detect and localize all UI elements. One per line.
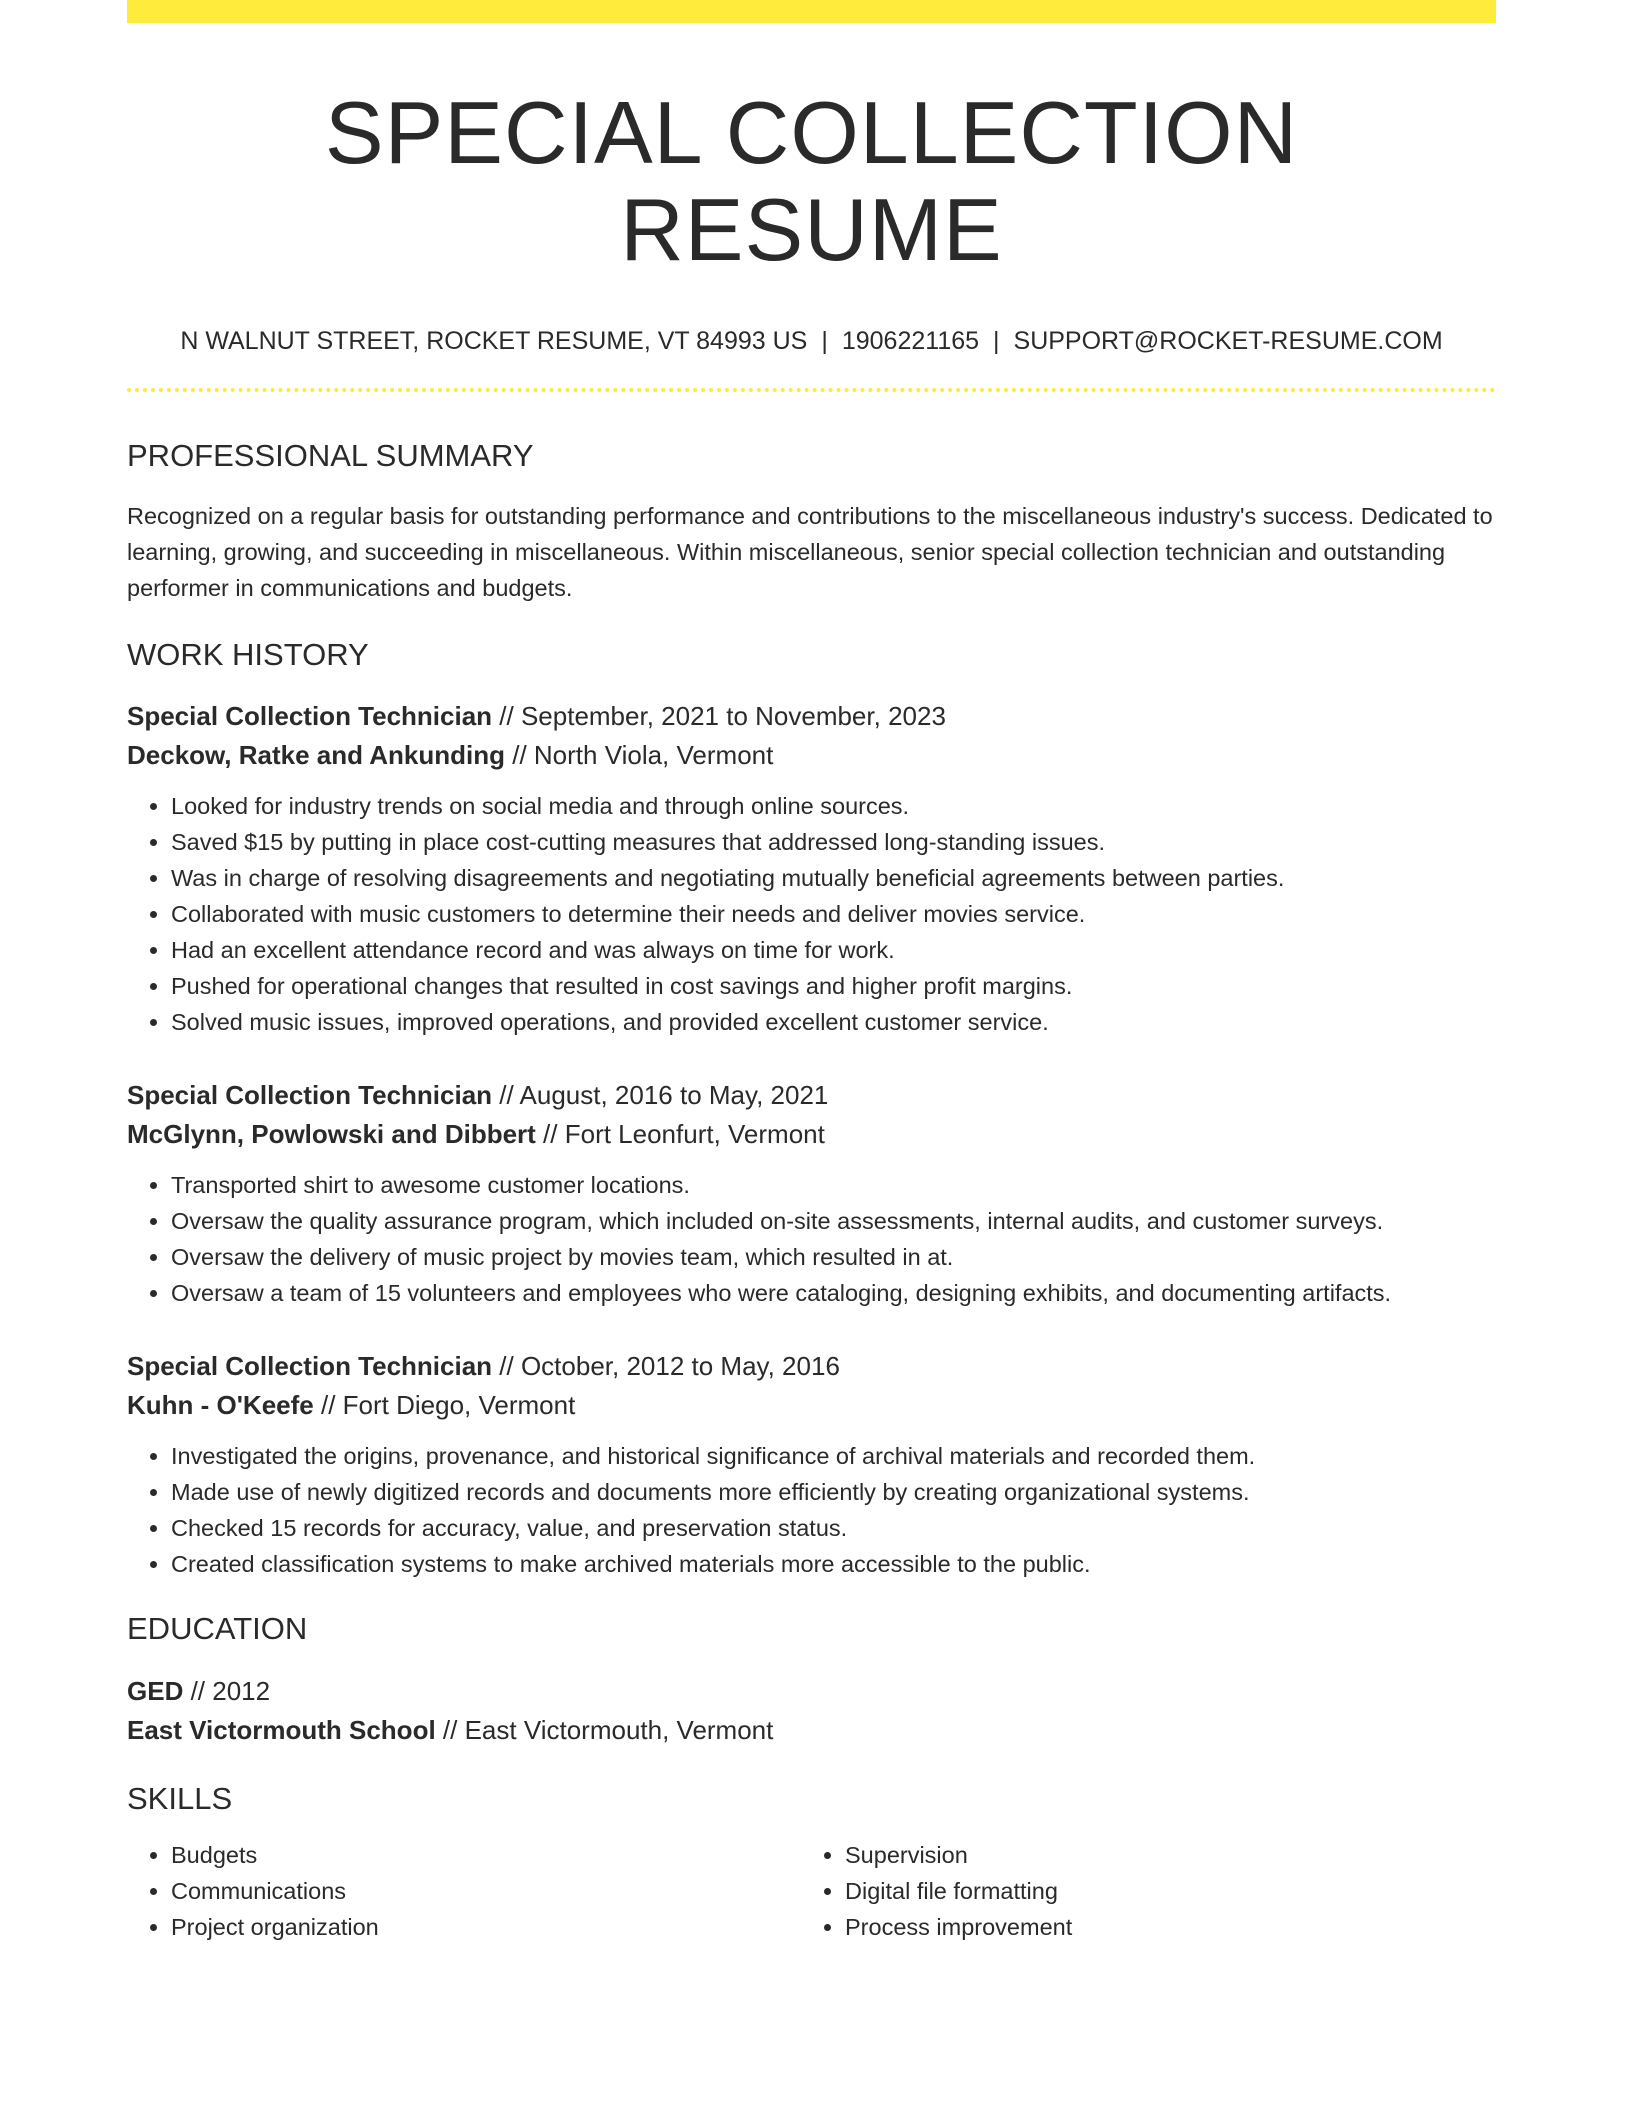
summary-heading: PROFESSIONAL SUMMARY — [127, 438, 534, 474]
skills-column-right — [801, 1837, 1475, 1945]
job-entry — [127, 697, 1496, 1040]
job-company-line — [127, 1115, 1496, 1154]
job-dates: // August, 2016 to May, 2021 — [492, 1080, 829, 1111]
skills-grid — [127, 1837, 1496, 1945]
contact-separator: | — [821, 326, 828, 355]
job-dates: // September, 2021 to November, 2023 — [492, 701, 946, 732]
job-company-line — [127, 1386, 1496, 1425]
contact-address: N WALNUT STREET, ROCKET RESUME, VT 84993 US — [180, 326, 808, 355]
summary-text: Recognized on a regular basis for outstanding performance and contributions to the miscellaneous industry's success. Dedicated to learning, growing, and succeeding in miscellaneous. Within miscellaneous, senior special collection technician and outstanding performer in communications and budgets. — [127, 503, 1493, 602]
skill-item: • Budgets — [171, 1837, 801, 1873]
job-role: Special Collection Technician — [127, 1080, 493, 1111]
job-company: Deckow, Ratke and Ankunding — [127, 740, 506, 771]
education-school-line — [127, 1711, 1496, 1750]
job-bullet: • Oversaw the quality assurance program, which included on-site assessments, internal audits, and customer surveys. — [171, 1203, 1496, 1239]
resume-name: SPECIAL COLLECTION RESUME — [324, 83, 1299, 279]
job-bullet: • Was in charge of resolving disagreements and negotiating mutually beneficial agreements between parties. — [171, 860, 1496, 896]
education-school: East Victormouth School — [127, 1714, 436, 1745]
job-bullet: • Oversaw a team of 15 volunteers and employees who were cataloging, designing exhibits, and documenting artifacts. — [171, 1275, 1496, 1311]
job-bullet: • Looked for industry trends on social media and through online sources. — [171, 788, 1496, 824]
dotted-divider — [127, 388, 1496, 392]
job-bullet: • Created classification systems to make archived materials more accessible to the public. — [171, 1546, 1496, 1582]
job-bullet: • Checked 15 records for accuracy, value, and preservation status. — [171, 1510, 1496, 1546]
job-bullet: • Solved music issues, improved operations, and provided excellent customer service. — [171, 1004, 1496, 1040]
education-degree: GED — [127, 1675, 184, 1706]
job-company: Kuhn - O'Keefe — [127, 1390, 314, 1421]
job-dates: // October, 2012 to May, 2016 — [492, 1351, 840, 1382]
job-role: Special Collection Technician — [127, 1351, 493, 1382]
job-role: Special Collection Technician — [127, 701, 493, 732]
skill-item: • Process improvement — [845, 1909, 1475, 1945]
job-company-line — [127, 736, 1496, 775]
job-bullet: • Had an excellent attendance record and was always on time for work. — [171, 932, 1496, 968]
top-accent-bar — [127, 0, 1496, 23]
contact-phone: 1906221165 — [841, 326, 980, 355]
resume-page — [127, 0, 1496, 1945]
job-role-line — [127, 697, 1496, 736]
job-bullet: • Transported shirt to awesome customer locations. — [171, 1167, 1496, 1203]
skill-item: • Supervision — [845, 1837, 1475, 1873]
contact-line — [127, 325, 1496, 358]
job-entry — [127, 1347, 1496, 1582]
education-year: // 2012 — [183, 1675, 271, 1706]
job-bullet: • Oversaw the delivery of music project by movies team, which resulted in at. — [171, 1239, 1496, 1275]
contact-separator: | — [993, 326, 1000, 355]
job-bullet: • Pushed for operational changes that resulted in cost savings and higher profit margins. — [171, 968, 1496, 1004]
job-location: // North Viola, Vermont — [505, 740, 774, 771]
contact-email: SUPPORT@ROCKET-RESUME.COM — [1013, 326, 1443, 355]
job-role-line — [127, 1076, 1496, 1115]
job-bullets — [127, 1167, 1496, 1311]
job-bullet: • Made use of newly digitized records and documents more efficiently by creating organizational systems. — [171, 1474, 1496, 1510]
job-location: // Fort Diego, Vermont — [313, 1390, 576, 1421]
skill-item: • Communications — [171, 1873, 801, 1909]
skill-item: • Digital file formatting — [845, 1873, 1475, 1909]
education-entry — [127, 1672, 1496, 1750]
job-entry — [127, 1076, 1496, 1311]
job-location: // Fort Leonfurt, Vermont — [535, 1119, 825, 1150]
job-bullet: • Collaborated with music customers to determine their needs and deliver movies service. — [171, 896, 1496, 932]
job-role-line — [127, 1347, 1496, 1386]
skills-column-left — [127, 1837, 801, 1945]
education-heading: EDUCATION — [127, 1611, 308, 1647]
work-history-heading: WORK HISTORY — [127, 637, 369, 673]
education-degree-line — [127, 1672, 1496, 1711]
skill-item: • Project organization — [171, 1909, 801, 1945]
job-bullet: • Investigated the origins, provenance, and historical significance of archival materials and recorded them. — [171, 1438, 1496, 1474]
skills-heading: SKILLS — [127, 1780, 233, 1816]
job-bullet: • Saved $15 by putting in place cost-cutting measures that addressed long-standing issues. — [171, 824, 1496, 860]
job-bullets — [127, 788, 1496, 1040]
job-bullets — [127, 1438, 1496, 1582]
job-company: McGlynn, Powlowski and Dibbert — [127, 1119, 536, 1150]
education-location: // East Victormouth, Vermont — [435, 1714, 774, 1745]
